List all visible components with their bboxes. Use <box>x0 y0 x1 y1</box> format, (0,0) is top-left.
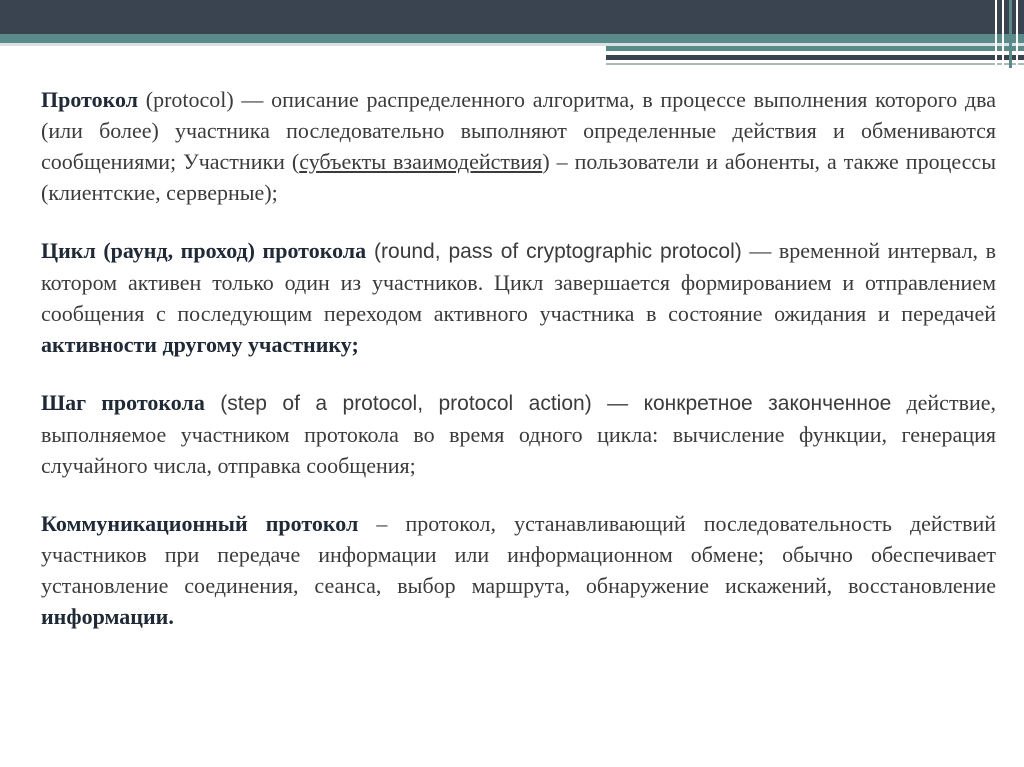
header-accent-line <box>606 63 1024 65</box>
header-vertical-stripe <box>1009 0 1012 68</box>
header-vertical-stripe <box>1016 0 1018 68</box>
definition-bold-tail: активности другому участнику; <box>41 332 359 357</box>
english-term: (step of a protocol, protocol action) — конкретное законченное <box>204 392 892 415</box>
definition-text: – протокол, устанавливающий последовательность действий участников при передаче информации или информационном обмене; обычно обеспечивает установление соединения, сеанса, выбор маршрута, обнаружение искажений, восстановление <box>41 511 996 598</box>
header-vertical-stripe <box>995 0 997 68</box>
definition-text: (protocol) — описание распределенного алгоритма, в процессе выполнения которого два (или более) участника последовательно выполняют определенные действия и обмениваются сообщениями; Участники ( <box>41 87 996 174</box>
header-accent-line <box>606 46 1024 51</box>
definition-text: — временной интервал, в котором активен только один из участников. Цикл завершается формированием и отправлением сообщения с последующим переходом активного участника в состояние ожидания и передачей <box>41 238 996 326</box>
definition-round <box>41 235 996 360</box>
term: Протокол <box>41 87 139 112</box>
definition-step <box>41 387 996 481</box>
term: Коммуникационный протокол <box>41 511 359 536</box>
definition-protocol <box>41 84 996 208</box>
header-band-dark <box>0 0 1024 34</box>
definition-text: действие, выполняемое участником протокола во время одного цикла: вычисление функции, генерация случайного числа, отправка сообщения; <box>41 390 996 478</box>
definition-communication-protocol <box>41 508 996 632</box>
header-band-teal <box>0 34 1024 43</box>
subjects-link[interactable]: субъекты взаимодействия <box>299 149 543 174</box>
english-term: (round, pass of cryptographic protocol) <box>366 240 742 263</box>
term: Цикл (раунд, проход) протокола <box>41 238 367 263</box>
slide-body <box>41 84 996 659</box>
definition-bold-tail: информации. <box>41 604 174 629</box>
header-vertical-stripe <box>1002 0 1004 68</box>
definition-text: ) – пользователи и абоненты, а также процессы (клиентские, серверные); <box>41 149 996 205</box>
header-accent-line <box>606 55 1024 60</box>
term: Шаг протокола <box>41 390 205 415</box>
